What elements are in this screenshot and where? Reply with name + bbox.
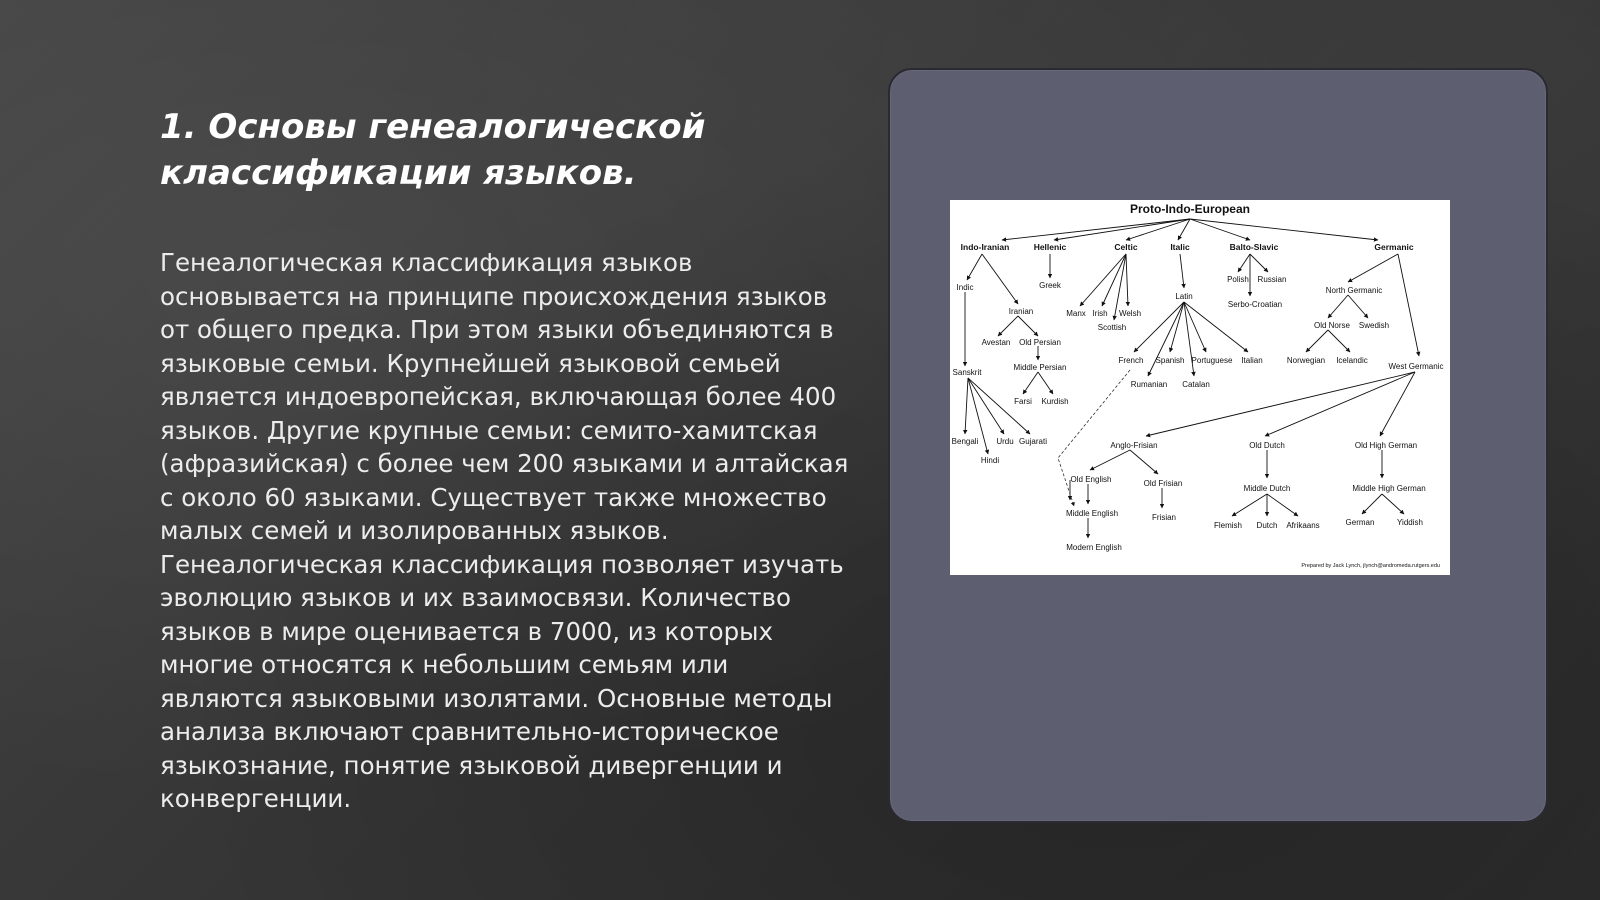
edge xyxy=(982,254,1018,304)
language-label: Latin xyxy=(1175,292,1193,301)
edge xyxy=(1002,219,1190,240)
language-label: Dutch xyxy=(1256,521,1278,530)
edge xyxy=(1348,295,1368,318)
edge xyxy=(1190,219,1378,240)
edge xyxy=(1184,302,1248,352)
language-label: Middle Dutch xyxy=(1243,484,1291,493)
family-label: Italic xyxy=(1170,242,1190,252)
edge xyxy=(1267,494,1298,516)
edge xyxy=(1382,494,1404,514)
language-label: Farsi xyxy=(1014,397,1032,406)
edge xyxy=(1023,372,1038,394)
edge xyxy=(1126,254,1128,306)
edge xyxy=(1054,219,1190,240)
language-label: Catalan xyxy=(1182,380,1210,389)
language-label: Sanskrit xyxy=(952,368,982,377)
language-label: Old High German xyxy=(1354,441,1418,450)
edge xyxy=(965,378,968,434)
language-label: Italian xyxy=(1241,356,1263,365)
language-label: Indic xyxy=(956,283,974,292)
edge xyxy=(1080,254,1126,306)
family-label: Germanic xyxy=(1374,242,1414,252)
language-label: Polish xyxy=(1227,275,1249,284)
language-label: Bengali xyxy=(951,437,979,446)
language-label: Icelandic xyxy=(1336,356,1368,365)
language-label: Middle English xyxy=(1065,509,1119,518)
edge xyxy=(1090,450,1130,470)
edge xyxy=(1038,372,1053,394)
edge xyxy=(1328,330,1350,352)
language-label: Irish xyxy=(1092,309,1108,318)
edge xyxy=(1328,295,1348,318)
latin-influence-edge xyxy=(1058,370,1130,506)
family-label: Indo-Iranian xyxy=(960,242,1010,252)
language-label: Swedish xyxy=(1358,321,1390,330)
slide-body-text: Генеалогическая классификация языков основывается на принципе происхождения языков от общего предка. При этом языки объединяются в языковые семьи. Крупнейшей языковой семьей является индоевропейская, включающая более 400 языков. Другие крупные семьи: семито-хамитская (афразийская) с более чем 200 языками и алтайская с около 60 языками. Существует также множество малых семей и изолированных языков. Генеалогическая классификация позволяет изучать эволюцию языков и их взаимосвязи. Количество языков в мире оценивается в 7000, из которых многие относятся к небольшим семьям или являются языковыми изолятами. Основные методы анализа включают сравнительно-историческое языкознание, понятие языковой дивергенции и конвергенции. xyxy=(160,248,849,813)
language-label: Middle High German xyxy=(1352,484,1426,493)
tree-edges xyxy=(965,219,1419,538)
language-label: Serbo-Croatian xyxy=(1227,300,1283,309)
edge xyxy=(1134,302,1184,352)
language-label: Portuguese xyxy=(1191,356,1233,365)
language-label: Old Norse xyxy=(1313,321,1351,330)
language-label: Kurdish xyxy=(1041,397,1069,406)
edge xyxy=(1306,330,1328,352)
language-label: Flemish xyxy=(1213,521,1243,530)
language-label: Scottish xyxy=(1097,323,1127,332)
edge xyxy=(1238,254,1250,272)
tree-labels xyxy=(952,202,1444,569)
language-label: Gujarati xyxy=(1018,437,1048,446)
language-label: Spanish xyxy=(1155,356,1185,365)
family-label: Hellenic xyxy=(1033,242,1067,252)
language-label: Modern English xyxy=(1066,543,1122,552)
edge xyxy=(1102,254,1126,306)
language-label: Old Persian xyxy=(1019,338,1061,347)
language-label: Old English xyxy=(1070,475,1112,484)
language-label: Manx xyxy=(1066,309,1086,318)
language-label: West Germanic xyxy=(1388,362,1444,371)
family-label: Balto-Slavic xyxy=(1229,242,1279,252)
language-label: Welsh xyxy=(1118,309,1142,318)
language-label: Old Dutch xyxy=(1249,441,1285,450)
edge xyxy=(1250,254,1268,272)
language-label: Avestan xyxy=(981,338,1011,347)
edge xyxy=(1232,494,1267,516)
edge xyxy=(1180,254,1184,288)
language-label: Russian xyxy=(1257,275,1287,284)
edge xyxy=(967,254,982,280)
language-label: German xyxy=(1345,518,1375,527)
language-label: Rumanian xyxy=(1130,380,1168,389)
slide-title: 1. Основы генеалогической классификации языков. xyxy=(160,107,706,193)
diagram-credit: Prepared by Jack Lynch, jlynch@andromeda.rutgers.edu xyxy=(1301,563,1440,569)
language-label: Norwegian xyxy=(1286,356,1326,365)
edge xyxy=(1362,494,1382,514)
family-label: Celtic xyxy=(1114,242,1138,252)
language-label: Greek xyxy=(1039,281,1061,290)
tree-root-label: Proto-Indo-European xyxy=(1130,202,1250,216)
language-label: Hindi xyxy=(980,456,1000,465)
language-label: Middle Persian xyxy=(1013,363,1067,372)
edge xyxy=(1265,372,1415,436)
edge xyxy=(998,316,1018,336)
language-label: Urdu xyxy=(996,437,1014,446)
edge xyxy=(1018,316,1038,336)
language-label: Old Frisian xyxy=(1143,479,1183,488)
language-label: Anglo-Frisian xyxy=(1110,441,1158,450)
language-label: Afrikaans xyxy=(1286,521,1320,530)
language-family-tree xyxy=(950,200,1450,575)
language-label: French xyxy=(1118,356,1144,365)
edge xyxy=(1398,254,1419,356)
edge xyxy=(1380,372,1415,436)
edge xyxy=(1348,254,1398,282)
language-label: North Germanic xyxy=(1325,286,1383,295)
language-label: Frisian xyxy=(1151,513,1177,522)
language-label: Iranian xyxy=(1008,307,1034,316)
edge xyxy=(1130,450,1158,474)
language-label: Yiddish xyxy=(1397,518,1423,527)
